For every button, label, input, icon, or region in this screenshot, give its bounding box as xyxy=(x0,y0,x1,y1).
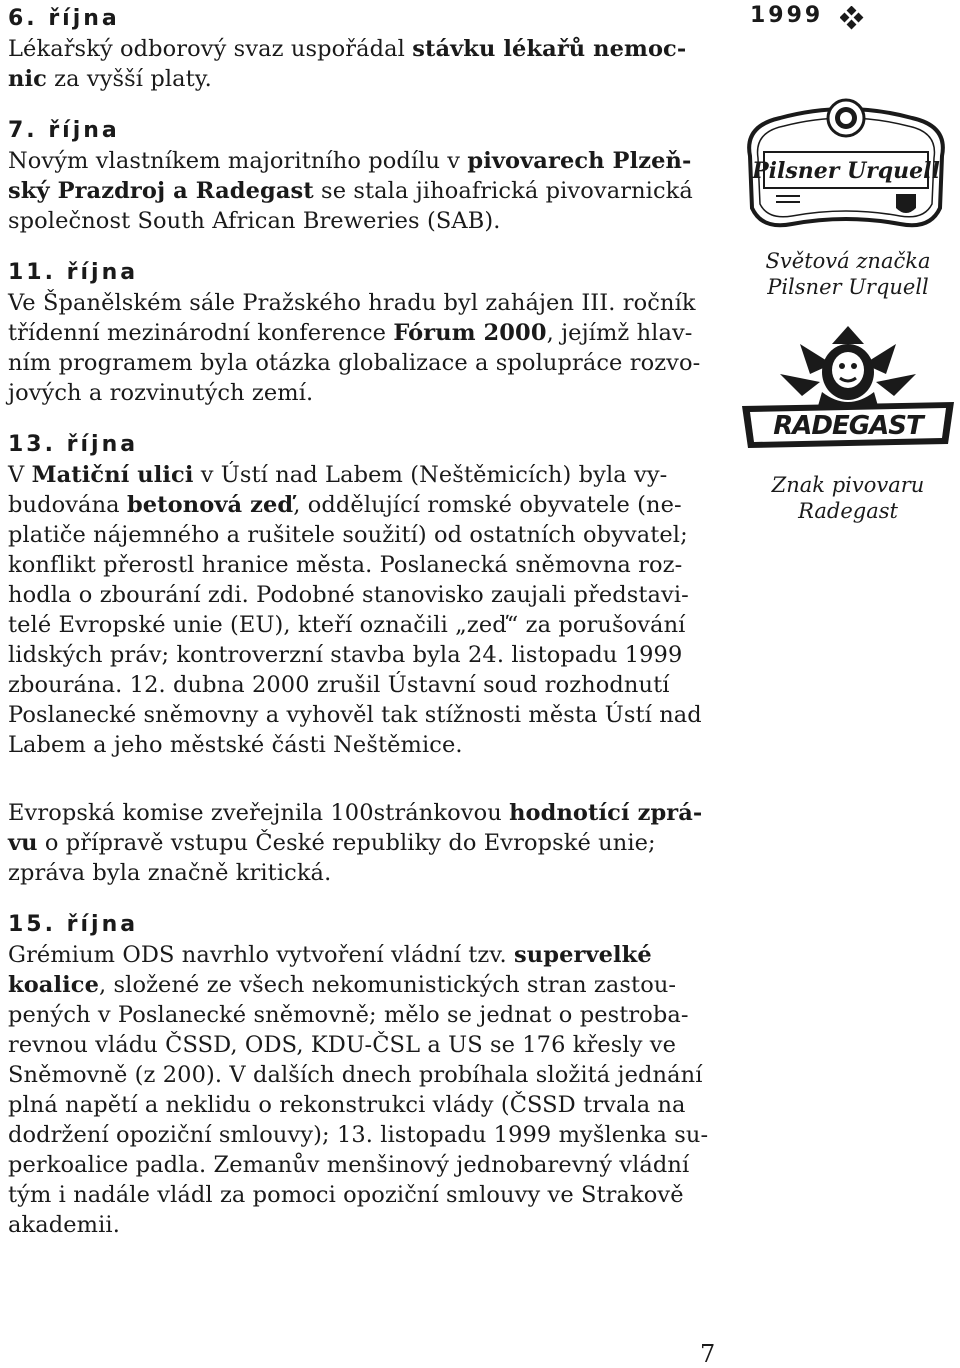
text-run: dodržení opoziční smlouvy); 13. listopadu 1999 myšlenka su- xyxy=(8,1122,709,1148)
text-run: třídenní mezinárodní konference xyxy=(8,320,394,346)
bold-text-run: Fórum 2000 xyxy=(393,320,547,346)
entry-paragraph xyxy=(8,940,722,1240)
text-run: společnost South African Breweries (SAB). xyxy=(8,208,501,234)
quatrefoil-diamond-ornament-icon xyxy=(840,6,864,30)
entry-date: 13. října xyxy=(8,432,139,457)
entry-6-october xyxy=(8,4,722,94)
text-run: o přípravě vstupu České republiky do Evropské unie; xyxy=(37,830,656,856)
radegast-logo xyxy=(740,322,956,462)
bold-text-run: koalice xyxy=(8,972,99,998)
bold-text-run: ský Prazdroj a Radegast xyxy=(8,178,314,204)
main-text-column xyxy=(8,0,722,1240)
entry-paragraph xyxy=(8,798,722,888)
bold-text-run: stávku lékařů nemoc- xyxy=(412,36,687,62)
entry-date: 6. října xyxy=(8,6,120,31)
bold-text-run: nic xyxy=(8,66,47,92)
text-run: , jejímž hlav- xyxy=(546,320,693,346)
text-run: ním programem byla otázka globalizace a spolupráce rozvo- xyxy=(8,350,701,376)
entry-date: 7. října xyxy=(8,118,120,143)
text-run: Labem a jeho městské části Neštěmice. xyxy=(8,732,463,758)
pilsner-urquell-logo xyxy=(740,96,952,246)
text-run: plná napětí a neklidu o rekonstrukci vlády (ČSSD trvala na xyxy=(8,1092,686,1118)
radegast-caption xyxy=(736,472,960,524)
entry-7-october xyxy=(8,116,722,236)
text-run: Evropská komise zveřejnila 100stránkovou xyxy=(8,800,510,826)
text-run: lidských práv; kontroverzní stavba byla 24. listopadu 1999 xyxy=(8,642,683,668)
text-run: za vyšší platy. xyxy=(46,66,212,92)
text-run: zbourána. 12. dubna 2000 zrušil Ústavní soud rozhodnutí xyxy=(8,672,670,698)
pilsner-caption xyxy=(736,248,960,300)
bold-text-run: vu xyxy=(8,830,38,856)
text-run: Grémium ODS navrhlo vytvoření vládní tzv. xyxy=(8,942,515,968)
text-run: hodla o zbourání zdi. Podobné stanovisko zaujali představi- xyxy=(8,582,689,608)
entry-11-october xyxy=(8,258,722,408)
text-run: perkoalice padla. Zemanův menšinový jednobarevný vládní xyxy=(8,1152,690,1178)
text-run: Sněmovně (z 200). V dalších dnech probíhala složitá jednání xyxy=(8,1062,703,1088)
text-run: zpráva byla značně kritická. xyxy=(8,860,332,886)
entry-13-october xyxy=(8,430,722,888)
pilsner-urquell-wordmark: Pilsner Urquell xyxy=(752,158,940,184)
year-heading: 1999 xyxy=(750,3,824,28)
text-run: , složené ze všech nekomunistických stran zastou- xyxy=(99,972,677,998)
text-run: v Ústí nad Labem (Neštěmicích) byla vy- xyxy=(193,462,668,488)
text-run: akademii. xyxy=(8,1212,120,1238)
bold-text-run: pivovarech Plzeň- xyxy=(467,148,692,174)
bold-text-run: Matiční ulici xyxy=(31,462,194,488)
text-run: se stala jihoafrická pivovarnická xyxy=(313,178,693,204)
bold-text-run: hodnotící zprá- xyxy=(509,800,703,826)
caption-line: Pilsner Urquell xyxy=(767,275,929,299)
entry-paragraph xyxy=(8,460,722,760)
entry-paragraph xyxy=(8,34,722,94)
text-run: Ve Španělském sále Pražského hradu byl zahájen III. ročník xyxy=(8,290,696,316)
text-run: Lékařský odborový svaz uspořádal xyxy=(8,36,413,62)
radegast-wordmark: RADEGAST xyxy=(773,411,923,441)
entry-date: 11. října xyxy=(8,260,139,285)
bold-text-run: supervelké xyxy=(514,942,652,968)
caption-line: Radegast xyxy=(798,499,898,523)
text-run: Poslanecké sněmovny a vyhověl tak stížnosti města Ústí nad xyxy=(8,702,702,728)
text-run: budována xyxy=(8,492,127,518)
caption-line: Znak pivovaru xyxy=(771,473,925,497)
page-number: 7 xyxy=(700,1340,716,1368)
text-run: telé Evropské unie (EU), kteří označili „zeď“ za porušování xyxy=(8,612,686,638)
caption-line: Světová značka xyxy=(765,249,931,273)
text-run: Novým vlastníkem majoritního podílu v xyxy=(8,148,468,174)
text-run: tým i nadále vládl za pomoci opoziční smlouvy ve Strakově xyxy=(8,1182,684,1208)
text-run: , oddělující romské obyvatele (ne- xyxy=(293,492,682,518)
text-run: jových a rozvinutých zemí. xyxy=(8,380,314,406)
text-run: konflikt přerostl hranice města. Poslanecká sněmovna roz- xyxy=(8,552,683,578)
entry-paragraph xyxy=(8,288,722,408)
text-run: pených v Poslanecké sněmovně; mělo se jednat o pestroba- xyxy=(8,1002,689,1028)
entry-paragraph xyxy=(8,146,722,236)
entry-date: 15. října xyxy=(8,912,139,937)
text-run: platiče nájemného a rušitele soužití) od ostatních obyvatel; xyxy=(8,522,688,548)
text-run: V xyxy=(8,462,32,488)
bold-text-run: betonová zeď xyxy=(126,492,294,518)
entry-15-october xyxy=(8,910,722,1240)
text-run: revnou vládu ČSSD, ODS, KDU-ČSL a US se 176 křesly ve xyxy=(8,1032,677,1058)
